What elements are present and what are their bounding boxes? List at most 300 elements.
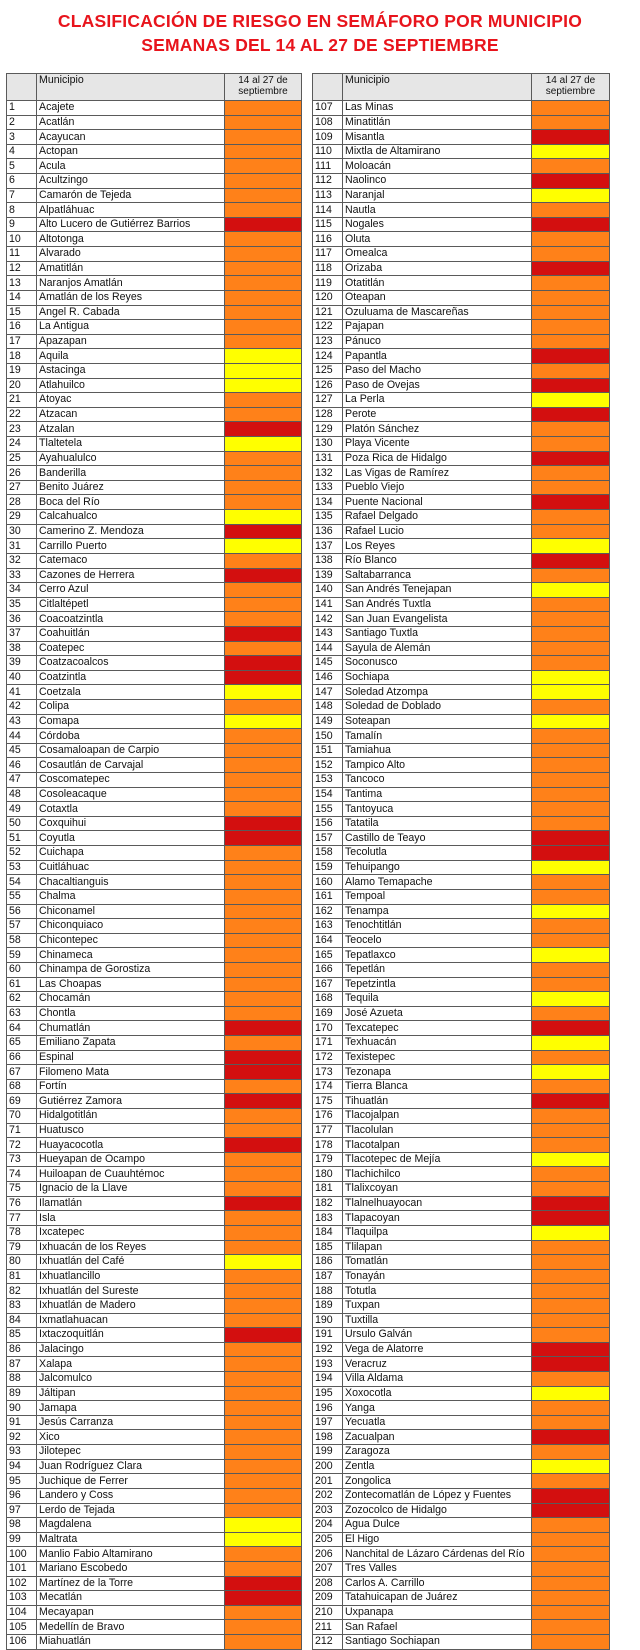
municipality-name: Ignacio de la Llave	[37, 1182, 225, 1197]
row-number: 105	[7, 1620, 37, 1635]
table-row	[313, 1561, 610, 1576]
table-row	[313, 787, 610, 802]
municipality-name: Agua Dulce	[343, 1518, 532, 1533]
risk-level-cell-yellow	[225, 714, 302, 729]
table-row	[7, 1561, 302, 1576]
row-number: 24	[7, 437, 37, 452]
risk-level-cell-orange	[532, 1561, 610, 1576]
municipality-name: Nautla	[343, 203, 532, 218]
municipality-name: Banderilla	[37, 466, 225, 481]
municipality-name: Manlio Fabio Altamirano	[37, 1547, 225, 1562]
municipality-name: Rafael Delgado	[343, 510, 532, 525]
row-number: 78	[7, 1225, 37, 1240]
risk-level-cell-orange	[532, 875, 610, 890]
municipality-name: Medellín de Bravo	[37, 1620, 225, 1635]
municipality-name: Lerdo de Tejada	[37, 1503, 225, 1518]
municipality-name: Alvarado	[37, 247, 225, 262]
risk-level-cell-orange	[225, 1298, 302, 1313]
table-header-row	[313, 74, 610, 101]
row-number: 152	[313, 758, 343, 773]
row-number: 30	[7, 524, 37, 539]
municipality-name: Oteapan	[343, 290, 532, 305]
table-row	[7, 159, 302, 174]
table-row	[313, 1576, 610, 1591]
header-period-line1: 14 al 27 de	[238, 75, 288, 86]
row-number: 83	[7, 1298, 37, 1313]
risk-level-cell-red	[532, 1430, 610, 1445]
table-row	[313, 1182, 610, 1197]
table-row	[313, 144, 610, 159]
row-number: 72	[7, 1138, 37, 1153]
municipality-name: Santiago Tuxtla	[343, 626, 532, 641]
municipality-name: Amatlán de los Reyes	[37, 290, 225, 305]
risk-level-cell-orange	[225, 101, 302, 116]
risk-level-cell-orange	[532, 305, 610, 320]
municipality-name: Tlalnelhuayocan	[343, 1196, 532, 1211]
table-row	[7, 641, 302, 656]
row-number: 56	[7, 904, 37, 919]
risk-level-cell-yellow	[532, 860, 610, 875]
risk-level-cell-orange	[225, 1167, 302, 1182]
row-number: 168	[313, 992, 343, 1007]
row-number: 70	[7, 1109, 37, 1124]
municipality-name: Tempoal	[343, 889, 532, 904]
municipality-name: Tlachichilco	[343, 1167, 532, 1182]
table-row	[7, 539, 302, 554]
table-row	[313, 1372, 610, 1387]
row-number: 131	[313, 451, 343, 466]
row-number: 45	[7, 743, 37, 758]
risk-level-cell-red	[532, 130, 610, 145]
row-number: 107	[313, 101, 343, 116]
table-row	[7, 1109, 302, 1124]
table-row	[313, 1269, 610, 1284]
risk-level-cell-orange	[225, 977, 302, 992]
municipality-name: Puente Nacional	[343, 495, 532, 510]
municipality-name: Cerro Azul	[37, 583, 225, 598]
municipality-name: Jalcomulco	[37, 1372, 225, 1387]
municipality-name: Jáltipan	[37, 1386, 225, 1401]
municipality-name: Huatusco	[37, 1123, 225, 1138]
municipality-name: Santiago Sochiapan	[343, 1634, 532, 1649]
table-row	[313, 1123, 610, 1138]
row-number: 53	[7, 860, 37, 875]
row-number: 139	[313, 568, 343, 583]
table-row	[313, 1328, 610, 1343]
table-row	[313, 1313, 610, 1328]
municipality-name: Coscomatepec	[37, 773, 225, 788]
risk-level-cell-orange	[532, 1372, 610, 1387]
municipality-name: Tlacojalpan	[343, 1109, 532, 1124]
row-number: 140	[313, 583, 343, 598]
table-row	[313, 1415, 610, 1430]
row-number: 195	[313, 1386, 343, 1401]
risk-level-cell-orange	[225, 203, 302, 218]
municipality-name: Coatzintla	[37, 670, 225, 685]
row-number: 175	[313, 1094, 343, 1109]
row-number: 44	[7, 729, 37, 744]
municipality-name: Tihuatlán	[343, 1094, 532, 1109]
row-number: 115	[313, 217, 343, 232]
row-number: 61	[7, 977, 37, 992]
table-row	[313, 115, 610, 130]
risk-level-cell-yellow	[225, 378, 302, 393]
risk-level-cell-orange	[225, 1561, 302, 1576]
row-number: 129	[313, 422, 343, 437]
table-row	[313, 846, 610, 861]
table-row	[313, 568, 610, 583]
table-row	[313, 1109, 610, 1124]
row-number: 171	[313, 1036, 343, 1051]
municipality-name: Tres Valles	[343, 1561, 532, 1576]
risk-level-cell-orange	[225, 1182, 302, 1197]
table-row	[7, 729, 302, 744]
table-row	[7, 334, 302, 349]
risk-level-cell-orange	[225, 1079, 302, 1094]
row-number: 198	[313, 1430, 343, 1445]
risk-level-cell-orange	[225, 334, 302, 349]
row-number: 10	[7, 232, 37, 247]
row-number: 166	[313, 962, 343, 977]
row-number: 80	[7, 1255, 37, 1270]
table-row	[313, 495, 610, 510]
table-row	[7, 568, 302, 583]
municipality-name: Tuxpan	[343, 1298, 532, 1313]
municipality-name: Acatlán	[37, 115, 225, 130]
header-municipio: Municipio	[343, 74, 532, 101]
table-row	[313, 217, 610, 232]
table-row	[7, 363, 302, 378]
row-number: 74	[7, 1167, 37, 1182]
risk-level-cell-orange	[532, 743, 610, 758]
municipality-name: Las Vigas de Ramírez	[343, 466, 532, 481]
row-number: 9	[7, 217, 37, 232]
municipality-name: Pajapan	[343, 320, 532, 335]
municipality-name: Omealca	[343, 247, 532, 262]
risk-level-cell-red	[532, 174, 610, 189]
table-row	[313, 510, 610, 525]
risk-level-cell-orange	[532, 203, 610, 218]
risk-level-cell-orange	[532, 115, 610, 130]
risk-level-cell-orange	[225, 1211, 302, 1226]
table-row	[313, 1634, 610, 1649]
row-number: 117	[313, 247, 343, 262]
row-number: 151	[313, 743, 343, 758]
risk-level-cell-orange	[532, 1298, 610, 1313]
risk-level-cell-orange	[225, 466, 302, 481]
row-number: 123	[313, 334, 343, 349]
risk-level-cell-red	[225, 670, 302, 685]
risk-level-cell-orange	[225, 948, 302, 963]
row-number: 137	[313, 539, 343, 554]
municipality-name: Coacoatzintla	[37, 612, 225, 627]
risk-level-cell-orange	[532, 1576, 610, 1591]
risk-level-cell-orange	[225, 802, 302, 817]
row-number: 15	[7, 305, 37, 320]
risk-level-cell-orange	[225, 1445, 302, 1460]
table-row	[7, 816, 302, 831]
table-row	[7, 1006, 302, 1021]
municipality-name: San Juan Evangelista	[343, 612, 532, 627]
municipality-name: Cosamaloapan de Carpio	[37, 743, 225, 758]
risk-level-cell-orange	[532, 1255, 610, 1270]
row-number: 43	[7, 714, 37, 729]
municipality-name: Naranjos Amatlán	[37, 276, 225, 291]
row-number: 147	[313, 685, 343, 700]
risk-level-cell-orange	[532, 1050, 610, 1065]
risk-level-cell-orange	[532, 1240, 610, 1255]
risk-level-cell-red	[225, 1094, 302, 1109]
risk-level-cell-red	[225, 1065, 302, 1080]
risk-level-cell-red	[225, 1050, 302, 1065]
municipality-name: Acajete	[37, 101, 225, 116]
municipality-name: Espinal	[37, 1050, 225, 1065]
table-row	[7, 1415, 302, 1430]
table-row	[313, 524, 610, 539]
row-number: 22	[7, 407, 37, 422]
table-row	[313, 334, 610, 349]
risk-level-cell-orange	[532, 1445, 610, 1460]
table-row	[7, 1474, 302, 1489]
municipality-name: San Andrés Tuxtla	[343, 597, 532, 612]
table-row	[313, 247, 610, 262]
table-row	[7, 407, 302, 422]
table-row	[7, 1342, 302, 1357]
municipality-name: Calcahualco	[37, 510, 225, 525]
municipality-name: Texistepec	[343, 1050, 532, 1065]
table-row	[7, 743, 302, 758]
risk-level-cell-orange	[225, 889, 302, 904]
table-row	[7, 437, 302, 452]
table-row	[313, 349, 610, 364]
row-number: 187	[313, 1269, 343, 1284]
risk-level-cell-orange	[532, 656, 610, 671]
risk-level-cell-orange	[225, 1240, 302, 1255]
municipality-name: Poza Rica de Hidalgo	[343, 451, 532, 466]
table-row	[313, 656, 610, 671]
risk-level-cell-orange	[532, 363, 610, 378]
municipality-name: Tlacotalpan	[343, 1138, 532, 1153]
municipality-name: Tepatlaxco	[343, 948, 532, 963]
row-number: 81	[7, 1269, 37, 1284]
row-number: 101	[7, 1561, 37, 1576]
table-row	[313, 1167, 610, 1182]
risk-level-cell-orange	[225, 495, 302, 510]
municipality-name: Astacinga	[37, 363, 225, 378]
table-row	[313, 1401, 610, 1416]
table-row	[7, 101, 302, 116]
document-title: CLASIFICACIÓN DE RIESGO EN SEMÁFORO POR MUNICIPIO	[57, 11, 583, 31]
municipality-name: Chiconquiaco	[37, 919, 225, 934]
risk-level-cell-orange	[225, 1006, 302, 1021]
risk-level-cell-orange	[532, 919, 610, 934]
header-period-line1: 14 al 27 de	[545, 75, 596, 86]
risk-level-cell-red	[225, 831, 302, 846]
municipality-name: Tenochtitlán	[343, 919, 532, 934]
row-number: 210	[313, 1605, 343, 1620]
risk-level-cell-orange	[225, 1225, 302, 1240]
risk-level-cell-orange	[225, 174, 302, 189]
table-row	[7, 1488, 302, 1503]
row-number: 42	[7, 699, 37, 714]
municipality-name: Altotonga	[37, 232, 225, 247]
table-row	[313, 597, 610, 612]
row-number: 108	[313, 115, 343, 130]
municipality-name: Otatitlán	[343, 276, 532, 291]
table-row	[313, 1138, 610, 1153]
row-number: 102	[7, 1576, 37, 1591]
row-number: 208	[313, 1576, 343, 1591]
municipality-name: Tancoco	[343, 773, 532, 788]
risk-level-cell-red	[225, 656, 302, 671]
municipality-name: Chinampa de Gorostiza	[37, 962, 225, 977]
risk-level-cell-orange	[532, 641, 610, 656]
risk-level-cell-orange	[532, 1620, 610, 1635]
municipality-name: Minatitlán	[343, 115, 532, 130]
municipality-name: Tlapacoyan	[343, 1211, 532, 1226]
risk-level-cell-orange	[532, 1123, 610, 1138]
row-number: 204	[313, 1518, 343, 1533]
row-number: 89	[7, 1386, 37, 1401]
table-row	[313, 1605, 610, 1620]
table-row	[7, 261, 302, 276]
risk-level-cell-orange	[532, 1167, 610, 1182]
municipality-name: Soconusco	[343, 656, 532, 671]
municipality-name: Xalapa	[37, 1357, 225, 1372]
table-row	[7, 247, 302, 262]
risk-level-cell-yellow	[532, 1386, 610, 1401]
risk-level-cell-yellow	[225, 437, 302, 452]
municipality-name: Castillo de Teayo	[343, 831, 532, 846]
table-row	[313, 1620, 610, 1635]
table-row	[7, 1167, 302, 1182]
municipality-name: Nanchital de Lázaro Cárdenas del Río	[343, 1547, 532, 1562]
risk-level-cell-red	[225, 1576, 302, 1591]
row-number: 190	[313, 1313, 343, 1328]
table-row	[7, 1386, 302, 1401]
municipality-name: Cuichapa	[37, 846, 225, 861]
risk-level-cell-yellow	[532, 714, 610, 729]
municipality-name: Pueblo Viejo	[343, 480, 532, 495]
municipality-name: Texcatepec	[343, 1021, 532, 1036]
table-row	[313, 422, 610, 437]
table-row	[7, 846, 302, 861]
risk-level-cell-orange	[225, 1123, 302, 1138]
table-row	[7, 422, 302, 437]
municipality-name: Naolinco	[343, 174, 532, 189]
table-row	[7, 1152, 302, 1167]
row-number: 143	[313, 626, 343, 641]
row-number: 18	[7, 349, 37, 364]
table-row	[7, 130, 302, 145]
row-number: 164	[313, 933, 343, 948]
row-number: 119	[313, 276, 343, 291]
municipality-name: Ixhuacán de los Reyes	[37, 1240, 225, 1255]
risk-level-cell-orange	[532, 1138, 610, 1153]
municipality-name: Yecuatla	[343, 1415, 532, 1430]
row-number: 212	[313, 1634, 343, 1649]
risk-level-cell-orange	[225, 1357, 302, 1372]
risk-level-cell-yellow	[532, 992, 610, 1007]
table-row	[7, 1298, 302, 1313]
risk-level-cell-red	[225, 1328, 302, 1343]
table-row	[7, 1182, 302, 1197]
row-number: 17	[7, 334, 37, 349]
risk-level-cell-red	[532, 1211, 610, 1226]
municipality-name: Gutiérrez Zamora	[37, 1094, 225, 1109]
table-row	[7, 393, 302, 408]
table-row	[7, 1620, 302, 1635]
risk-level-cell-yellow	[532, 1225, 610, 1240]
table-row	[313, 1430, 610, 1445]
municipality-name: Tlaquilpa	[343, 1225, 532, 1240]
table-row	[7, 626, 302, 641]
municipality-name: Rafael Lucio	[343, 524, 532, 539]
row-number: 206	[313, 1547, 343, 1562]
table-row	[313, 1240, 610, 1255]
risk-level-cell-red	[532, 1488, 610, 1503]
table-row	[7, 1532, 302, 1547]
municipality-name: Las Choapas	[37, 977, 225, 992]
risk-level-cell-orange	[532, 276, 610, 291]
risk-level-cell-orange	[225, 1605, 302, 1620]
municipality-name: Coatepec	[37, 641, 225, 656]
risk-level-cell-red	[225, 626, 302, 641]
risk-level-cell-red	[225, 217, 302, 232]
risk-level-cell-red	[225, 1591, 302, 1606]
table-row	[7, 1401, 302, 1416]
risk-level-cell-orange	[532, 933, 610, 948]
table-row	[313, 1050, 610, 1065]
risk-level-cell-yellow	[532, 144, 610, 159]
risk-level-cell-orange	[532, 889, 610, 904]
risk-level-cell-red	[532, 451, 610, 466]
row-number: 177	[313, 1123, 343, 1138]
risk-level-cell-orange	[532, 1182, 610, 1197]
municipality-name: Nogales	[343, 217, 532, 232]
table-row	[7, 1211, 302, 1226]
municipality-name: San Andrés Tenejapan	[343, 583, 532, 598]
row-number: 95	[7, 1474, 37, 1489]
municipality-name: Actopan	[37, 144, 225, 159]
municipality-name: Vega de Alatorre	[343, 1342, 532, 1357]
municipality-name: Hidalgotitlán	[37, 1109, 225, 1124]
risk-level-cell-orange	[225, 1036, 302, 1051]
table-row	[7, 349, 302, 364]
table-row	[7, 904, 302, 919]
risk-level-cell-yellow	[532, 948, 610, 963]
header-period	[225, 74, 302, 101]
municipality-name: Tlacolulan	[343, 1123, 532, 1138]
municipality-name: Ursulo Galván	[343, 1328, 532, 1343]
risk-level-cell-orange	[532, 1109, 610, 1124]
municipality-name: Aquila	[37, 349, 225, 364]
municipality-name: Citlaltépetl	[37, 597, 225, 612]
table-row	[313, 290, 610, 305]
risk-level-cell-orange	[532, 1328, 610, 1343]
table-body-right	[313, 101, 610, 1650]
row-number: 60	[7, 962, 37, 977]
risk-level-cell-yellow	[532, 188, 610, 203]
risk-level-cell-orange	[225, 1269, 302, 1284]
municipality-name: Yanga	[343, 1401, 532, 1416]
row-number: 128	[313, 407, 343, 422]
municipality-name: Coxquihui	[37, 816, 225, 831]
municipality-name: Tenampa	[343, 904, 532, 919]
municipality-name: Ixcatepec	[37, 1225, 225, 1240]
table-row	[7, 875, 302, 890]
municipality-name: Acultzingo	[37, 174, 225, 189]
